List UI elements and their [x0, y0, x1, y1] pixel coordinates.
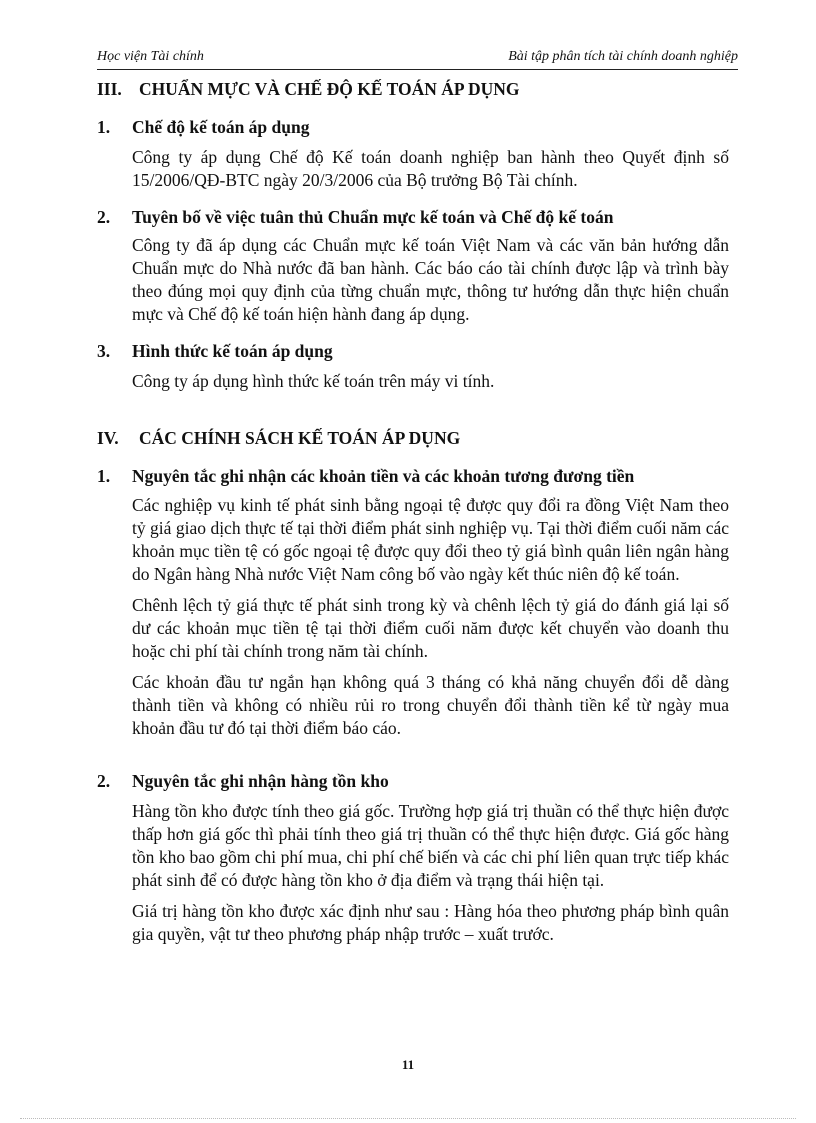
subsection-title: Hình thức kế toán áp dụng	[132, 341, 333, 361]
paragraph: Giá trị hàng tồn kho được xác định như sau : Hàng hóa theo phương pháp bình quân gia quyền, vật tư theo phương pháp nhập trước – xuất trước.	[132, 901, 729, 944]
header-course-title: Bài tập phân tích tài chính doanh nghiệp	[508, 49, 738, 64]
page-header	[97, 49, 738, 70]
section-heading-iii	[97, 76, 729, 102]
subsection-title: Nguyên tắc ghi nhận các khoản tiền và các khoản tương đương tiền	[132, 466, 635, 486]
subsection-heading-iii-1	[97, 114, 729, 140]
paragraph: Hàng tồn kho được tính theo giá gốc. Trường hợp giá trị thuần có thể thực hiện được thấp hơn giá gốc thì phải tính theo giá trị thuần có thể thực hiện được. Giá gốc hàng tồn kho bao gồm chi phí mua, chi phí chế biến và các chi phí liên quan trực tiếp khác phát sinh để có được hàng tồn kho ở địa điểm và trạng thái hiện tại.	[132, 801, 729, 890]
paragraph: Công ty đã áp dụng các Chuẩn mực kế toán Việt Nam và các văn bản hướng dẫn Chuẩn mực do Nhà nước đã ban hành. Các báo cáo tài chính được lập và trình bày theo đúng mọi quy định của từng chuẩn mực, thông tư hướng dẫn thực hiện chuẩn mực và Chế độ kế toán hiện hành đang áp dụng.	[132, 235, 729, 324]
subsection-title: Tuyên bố về việc tuân thủ Chuẩn mực kế toán và Chế độ kế toán	[132, 207, 614, 227]
subsection-number: 1.	[97, 466, 111, 486]
subsection-title: Chế độ kế toán áp dụng	[132, 117, 310, 137]
subsection-heading-iii-2	[97, 204, 729, 230]
header-institution: Học viện Tài chính	[97, 49, 204, 64]
subsection-heading-iv-2	[97, 768, 729, 794]
subsection-heading-iii-3	[97, 338, 729, 364]
section-number: III.	[97, 79, 122, 99]
paragraph: Các nghiệp vụ kinh tế phát sinh bằng ngoại tệ được quy đổi ra đồng Việt Nam theo tỷ giá giao dịch thực tế tại thời điểm phát sinh nghiệp vụ. Tại thời điểm cuối năm các khoản mục tiền tệ có gốc ngoại tệ được quy đổi theo tỷ giá bình quân liên ngân hàng do Ngân hàng Nhà nước Việt Nam công bố vào ngày kết thúc niên độ kế toán.	[132, 495, 729, 584]
subsection-number: 1.	[97, 117, 111, 137]
page-bottom-divider	[20, 1118, 796, 1119]
subsection-number: 2.	[97, 207, 111, 227]
section-title: CÁC CHÍNH SÁCH KẾ TOÁN ÁP DỤNG	[139, 428, 461, 448]
subsection-title: Nguyên tắc ghi nhận hàng tồn kho	[132, 771, 389, 791]
section-number: IV.	[97, 428, 119, 448]
subsection-number: 3.	[97, 341, 111, 361]
paragraph: Các khoản đầu tư ngắn hạn không quá 3 tháng có khả năng chuyển đổi dễ dàng thành tiền và không có nhiều rủi ro trong chuyển đổi thành tiền kể từ ngày mua khoản đầu tư đó tại thời điểm báo cáo.	[132, 672, 729, 738]
document-body	[97, 76, 729, 946]
section-title: CHUẨN MỰC VÀ CHẾ ĐỘ KẾ TOÁN ÁP DỤNG	[139, 79, 520, 99]
page-number: 11	[401, 1057, 415, 1072]
subsection-number: 2.	[97, 771, 111, 791]
subsection-heading-iv-1	[97, 463, 729, 489]
section-heading-iv	[97, 425, 729, 451]
paragraph: Công ty áp dụng hình thức kế toán trên máy vi tính.	[132, 371, 495, 391]
paragraph: Công ty áp dụng Chế độ Kế toán doanh nghiệp ban hành theo Quyết định số 15/2006/QĐ-BTC ngày 20/3/2006 của Bộ trưởng Bộ Tài chính.	[132, 147, 729, 190]
paragraph: Chênh lệch tỷ giá thực tế phát sinh trong kỳ và chênh lệch tỷ giá do đánh giá lại số dư các khoản mục tiền tệ tại thời điểm cuối năm được kết chuyển vào doanh thu hoặc chi phí tài chính trong năm tài chính.	[132, 595, 729, 661]
